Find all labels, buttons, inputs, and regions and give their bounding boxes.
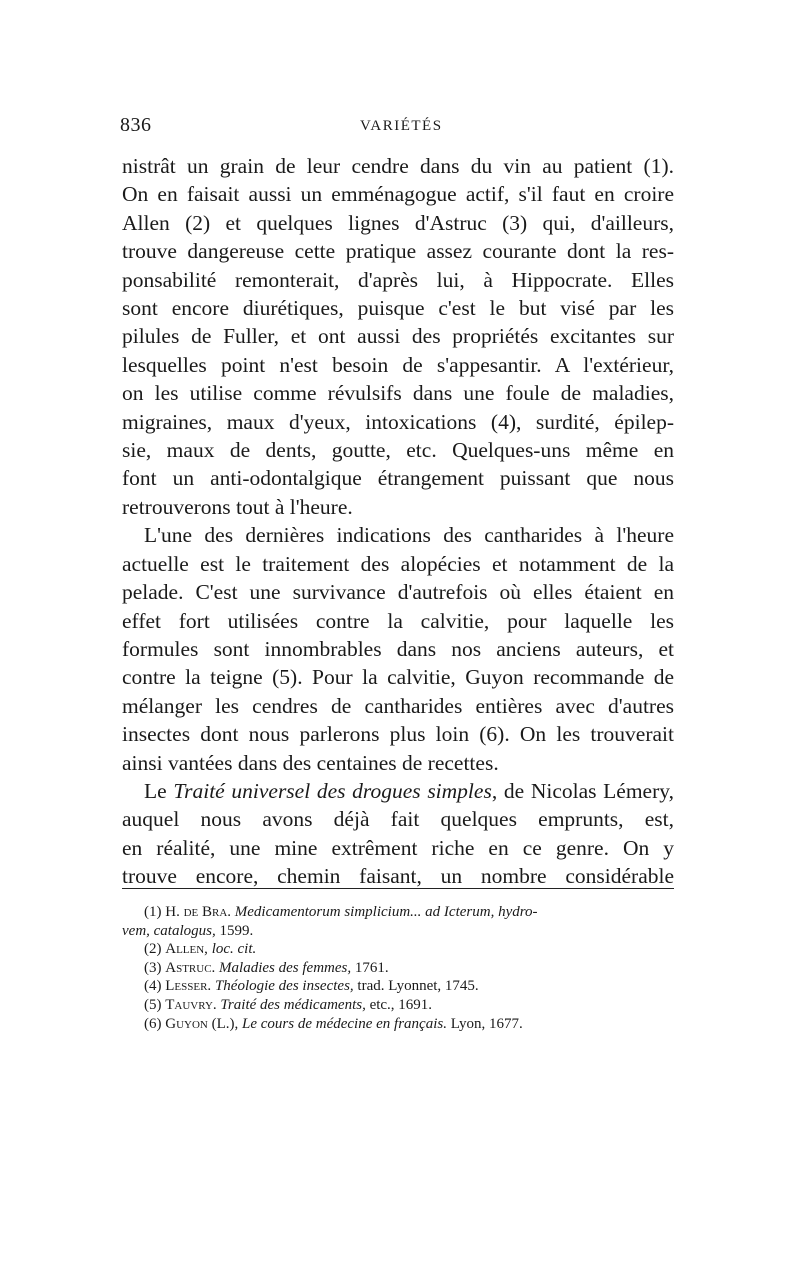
text-line: contre la teigne (5). Pour la calvitie, Guyon recommande de [122, 665, 674, 690]
footnote-rest: trad. Lyonnet, 1745. [353, 978, 479, 995]
body-text [122, 152, 674, 891]
footnotes [122, 903, 674, 1033]
text-line: lesquelles point n'est besoin de s'appesantir. A l'extérieur, [122, 352, 674, 377]
text-line: sont encore diurétiques, puisque c'est le but visé par les [122, 296, 674, 321]
paragraph-2 [122, 521, 674, 777]
paragraph-3 [122, 777, 674, 891]
footnote-5 [122, 996, 674, 1015]
text-line: ponsabilité remonterait, d'après lui, à Hippocrate. Elles [122, 267, 674, 292]
footnote-mark: (1) [144, 904, 166, 920]
footnote-title: Traité des médicaments, [216, 996, 366, 1013]
footnote-mark: (3) [144, 959, 166, 976]
text-line: effet fort utilisées contre la calvitie, pour laquelle les [122, 608, 674, 633]
footnote-title: Théologie des insectes, [211, 978, 354, 995]
text-line: retrouverons tout à l'heure. [122, 494, 353, 519]
footnote-author: Allen, [165, 941, 208, 958]
footnote-rest: 1761. [351, 959, 389, 976]
text-line: Allen (2) et quelques lignes d'Astruc (3) qui, d'ailleurs, [122, 210, 674, 235]
paragraph-1 [122, 152, 674, 521]
footnote-title: Le cours de médecine en français. [238, 1015, 447, 1032]
text-fragment: Le [144, 778, 174, 803]
footnote-rest: etc., 1691. [365, 996, 433, 1013]
text-line: font un anti-odontalgique étrangement puissant que nous [122, 466, 674, 491]
text-line: on les utilise comme révulsifs dans une foule de maladies, [122, 381, 674, 406]
text-line: nistrât un grain de leur cendre dans du vin au patient (1). [122, 154, 674, 178]
page-number: 836 [120, 114, 152, 136]
footnote-rest: 1599. [215, 922, 254, 939]
footnote-mark: (5) [144, 996, 166, 1013]
text-line: trouve dangereuse cette pratique assez courante dont la res- [122, 239, 674, 264]
text-line: actuelle est le traitement des alopécies et notamment de la [122, 551, 674, 576]
text-line: en réalité, une mine extrêment riche en ce genre. On y [122, 835, 674, 860]
text-line: pelade. C'est une survivance d'autrefois où elles étaient en [122, 580, 674, 605]
book-title: Traité universel des drogues simples [173, 778, 492, 803]
footnote-title: vem, catalogus, [122, 922, 216, 939]
footnote-mark: (6) [144, 1015, 166, 1032]
text-line: L'une des dernières indications des cantharides à l'heure [144, 523, 674, 548]
running-title: VARIÉTÉS [360, 118, 443, 134]
text-line: mélanger les cendres de cantharides entières avec d'autres [122, 693, 674, 718]
footnote-author: Lesser. [165, 978, 212, 995]
footnote-author-initial: (L.), [207, 1015, 239, 1032]
text-line: sie, maux de dents, goutte, etc. Quelques-uns même en [122, 438, 674, 463]
footnote-title: loc. cit. [207, 941, 257, 958]
footnote-author: Tauvry. [165, 996, 217, 1013]
text-line: auquel nous avons déjà fait quelques emprunts, est, [122, 807, 674, 832]
footnote-rule [122, 888, 674, 889]
text-line: trouve encore, chemin faisant, un nombre considérable [122, 864, 674, 889]
page-header [120, 114, 680, 144]
footnote-mark: (2) [144, 941, 166, 958]
footnote-3 [122, 959, 674, 978]
text-line [122, 777, 674, 805]
footnote-2 [122, 940, 674, 959]
footnote-author: Guyon [165, 1015, 208, 1032]
text-line: pilules de Fuller, et ont aussi des propriétés excitantes sur [122, 324, 674, 349]
footnote-author: Astruc. [165, 959, 216, 976]
text-fragment: , de Nicolas Lémery, [491, 778, 674, 803]
footnote-6 [122, 1015, 674, 1034]
text-line: On en faisait aussi un emménagogue actif, s'il faut en croire [122, 182, 674, 207]
text-line: formules sont innombrables dans nos anciens auteurs, et [122, 636, 674, 661]
text-line: migraines, maux d'yeux, intoxications (4), surdité, épilep- [122, 409, 674, 434]
footnote-rest: Lyon, 1677. [446, 1015, 523, 1032]
footnote-1-continuation [122, 922, 674, 941]
footnote-title: Maladies des femmes, [215, 959, 352, 976]
text-line: insectes dont nous parlerons plus loin (6). On les trouverait [122, 722, 674, 747]
footnote-author: H. de Bra. [165, 904, 232, 920]
footnote-mark: (4) [144, 978, 166, 995]
footnote-title: Medicamentorum simplicium... ad Icterum, hydro- [231, 904, 538, 920]
footnote-4 [122, 977, 674, 996]
text-line: ainsi vantées dans des centaines de recettes. [122, 750, 499, 775]
footnote-1 [122, 903, 674, 922]
